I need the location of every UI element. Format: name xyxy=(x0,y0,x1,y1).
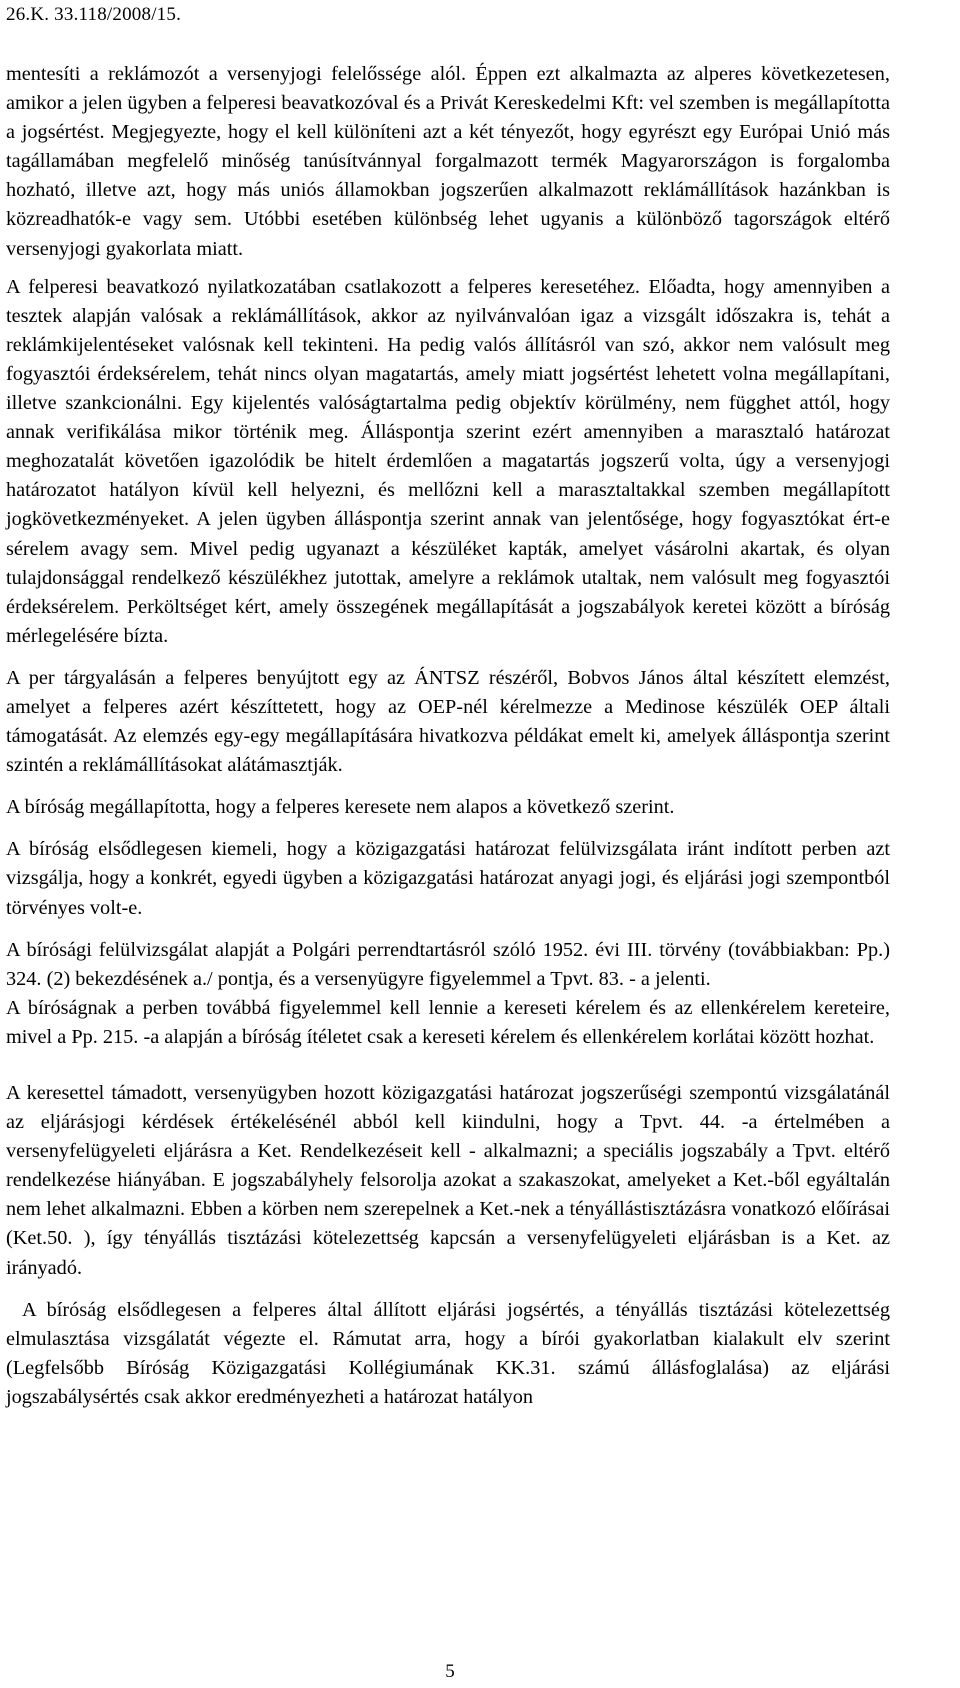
paragraph-court-review-scope: A bíróság elsődlegesen kiemeli, hogy a közigazgatási határozat felülvizsgálata iránt indított perben azt vizsgálja, hogy a konkrét, egyedi ügyben a közigazgatási határozat anyagi jogi, és eljárási jogi szempontból törvényes volt-e. xyxy=(6,838,890,919)
paragraph-procedural-violation: A bíróság elsődlegesen a felperes által állított eljárási jogsértés, a tényállás tisztázási kötelezettség elmulasztása vizsgálatát végezte el. Rámutat arra, hogy a bírói gyakorlatban kialakult elv szerint (Legfelsőbb Bíróság Közigazgatási Kollégiumának KK.31. számú állásfoglalása) az eljárási jogszabálysértés csak akkor eredményezheti a határozat hatályon xyxy=(6,1298,890,1408)
paragraph-continuation: mentesíti a reklámozót a versenyjogi felelőssége alól. Éppen ezt alkalmazta az alperes következetesen, amikor a jelen ügyben a felperesi beavatkozóval és a Privát Kereskedelmi Kft: vel szemben is megállapította a jogsértést. Megjegyezte, hogy el kell különíteni azt a két tényezőt, hogy egyrészt egy Európai Unió más tagállamában megfelelő minőség tanúsítvánnyal forgalmazott termék Magyarországon is forgalomba hozható, illetve azt, hogy más uniós államokban jogszerűen alkalmazott reklámállítások hazánkban is közreadhatók-e vagy sem. Utóbbi esetében különbség lehet ugyanis a különböző tagországok eltérő versenyjogi gyakorlata miatt. xyxy=(6,63,890,260)
paragraph-procedural-law: A keresettel támadott, versenyügyben hozott közigazgatási határozat jogszerűségi szempontú vizsgálatánál az eljárásjogi kérdések értékelésénél abból kell kiindulni, hogy a Tpvt. 44. -a értelmében a versenyfelügyeleti eljárásra a Ket. Rendelkezéseit kell - alkalmazni; a speciális jogszabály a Tpvt. eltérő rendelkezése hiányában. E jogszabályhely felsorolja azokat a szakaszokat, amelyeket a Ket.-ből egyáltalán nem lehet alkalmazni. Ebben a körben nem szerepelnek a Ket.-nek a tényállástisztázásra vonatkozó előírásai (Ket.50. ), így tényállás tisztázási kötelezettség kapcsán a versenyfelügyeleti eljárásban is a Ket. az irányadó. xyxy=(6,1082,890,1279)
paragraph-legal-basis: A bírósági felülvizsgálat alapját a Polgári perrendtartásról szóló 1952. évi III. törvény (továbbiakban: Pp.) 324. (2) bekezdésének a./ pontja, és a versenyügyre figyelemmel a Tpvt. 83. - a jelenti. xyxy=(6,938,890,990)
document-body xyxy=(6,60,890,1412)
paragraph-intervener-statement: A felperesi beavatkozó nyilatkozatában csatlakozott a felperes keresetéhez. Előadta, hogy amennyiben a tesztek alapján valósak a reklámállítások, akkor az nyilvánvalóan igaz a vizsgált időszakra is, tehát a reklámkijelentéseket valósnak kell tekinteni. Ha pedig valós állításról van szó, akkor nem valósult meg fogyasztói érdeksérelem, tehát nincs olyan magatartás, amely miatt jogsértést lehetett volna megállapítani, illetve szankcionálni. Egy kijelentés valóságtartalma pedig objektív körülmény, nem függhet attól, hogy annak verifikálása mikor történik meg. Álláspontja szerint ezért amennyiben a marasztaló határozat meghozatalát követően igazolódik be hitelt érdemlően a magatartás jogszerű volta, úgy a versenyjogi határozatot hatályon kívül kell helyezni, és mellőzni kell a marasztaltakkal szemben megállapított jogkövetkezményeket. A jelen ügyben álláspontja szerint annak van jelentősége, hogy fogyasztókat ért-e sérelem avagy sem. Mivel pedig ugyanazt a készüléket kapták, amelyet vásárolni akartak, és olyan tulajdonsággal rendelkező készülékhez jutottak, amelyre a reklámok utaltak, nem valósult meg fogyasztói érdeksérelem. Perköltséget kért, amely összegének megállapítását a jogszabályok keretei között a bíróság mérlegelésére bízta. xyxy=(6,275,890,647)
paragraph-claim-limits: A bíróságnak a perben továbbá figyelemmel kell lennie a kereseti kérelem és az ellenkérelem kereteire, mivel a Pp. 215. -a alapján a bíróság ítéletet csak a kereseti kérelem és ellenkérelem korlátai között hozhat. xyxy=(6,996,890,1048)
case-number-header: 26.K. 33.118/2008/15. xyxy=(6,4,182,25)
paragraph-hearing-analysis: A per tárgyalásán a felperes benyújtott egy az ÁNTSZ részéről, Bobvos János által készített elemzést, amelyet a felperes azért készíttetett, hogy az OEP-nél kérelmezze a Medinose készülék OEP általi támogatását. Az elemzés egy-egy megállapítására hivatkozva példákat emelt ki, amelyek álláspontja szerint szintén a reklámállításokat alátámasztják. xyxy=(6,666,890,777)
paragraph-court-finding: A bíróság megállapította, hogy a felperes keresete nem alapos a következő szerint. xyxy=(6,796,675,819)
page-number: 5 xyxy=(445,1661,455,1682)
